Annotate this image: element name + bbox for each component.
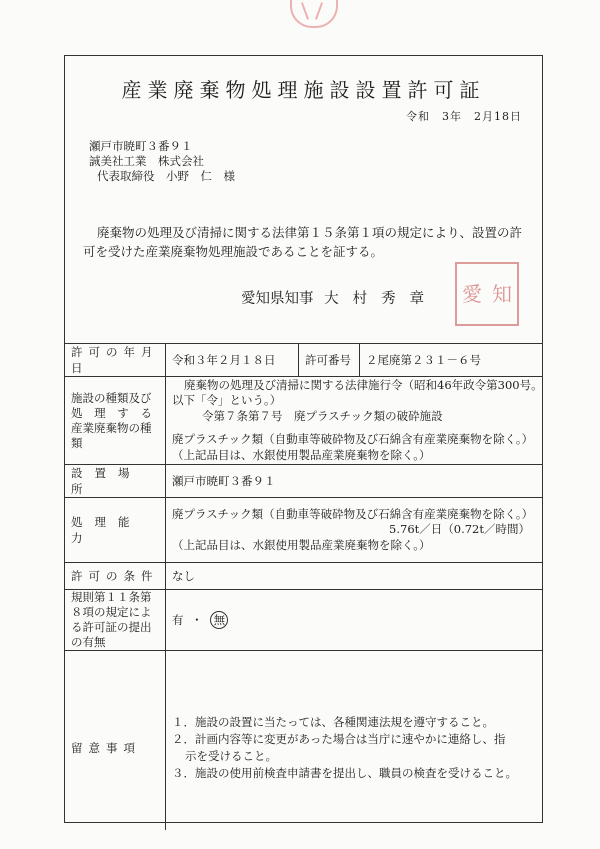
table-row [65,498,542,563]
document-title: 産業廃棄物処理施設設置許可証 [121,78,486,102]
issue-date: 令和 3年 2月18日 [406,110,522,123]
capacity-label: 処理能力 [65,498,166,563]
rule-label: 規則第１１条第８項の規定による許可証の提出の有無 [65,590,166,651]
notes-label: 留意事項 [65,651,166,831]
seal-char: 知 [492,282,512,306]
table-row [65,590,542,651]
permit-details-table [65,343,542,830]
location-value: 瀬戸市暁町３番９１ [166,465,543,498]
recipient-representative: 代表取締役 小野 仁 様 [97,169,235,183]
rule-yes: 有 [172,613,186,627]
issuer-office: 愛知県知事 [241,291,314,307]
certificate-frame [64,55,543,823]
permit-no-label: 許可番号 [299,344,360,377]
permit-date-value: 令和３年２月１８日 [166,344,299,377]
seal-char: 愛 [462,282,482,306]
official-seal [455,262,519,326]
table-row [65,563,542,590]
table-row [65,377,542,465]
facility-type-label: 施設の種類及び 処 理 す る 産業廃棄物の種類 [65,377,166,465]
recipient-company: 誠美社工業 株式会社 [89,154,204,168]
rule-separator: ・ [191,613,205,627]
rule-no-circled: 無 [210,611,228,629]
conditions-value: なし [166,563,543,590]
issuer-name: 大村秀章 [324,291,439,307]
location-label: 設置場所 [65,465,166,498]
issuer-signature [241,287,438,308]
receipt-stamp [290,0,338,28]
table-row [65,465,542,498]
permit-date-label: 許可の年月日 [65,344,166,377]
recipient-block [89,139,235,184]
table-row [65,651,542,831]
recipient-address: 瀬戸市暁町３番９１ [89,139,193,153]
rule-choices [166,590,543,651]
certification-statement: 廃棄物の処理及び清掃に関する法律第１５条第１項の規定により、設置の許可を受けた産業廃棄物処理施設であることを証する。 [83,225,523,259]
notes-value: １．施設の設置に当たっては、各種関連法規を遵守すること。 ２．計画内容等に変更があった場合は当庁に速やかに連絡し、指 示を受けること。 ３．施設の使用前検査申請書を提出し、職員の検査を受けること。 [166,651,543,831]
facility-type-value: 廃棄物の処理及び清掃に関する法律施行令（昭和46年政令第300号。 以下「令」という。） 令第７条第７号 廃プラスチック類の破砕施設 廃プラスチック類（自動車等破砕物及び石綿含有産業廃棄物を除く。） （上記品目は、水銀使用製品産業廃棄物を除く。） [166,377,543,465]
permit-no-value: ２尾廃第２３１－６号 [360,344,543,377]
capacity-value: 廃プラスチック類（自動車等破砕物及び石綿含有産業廃棄物を除く。） 5.76t／日（0.72t／時間） （上記品目は、水銀使用製品産業廃棄物を除く。） [166,498,543,563]
table-row [65,344,542,377]
conditions-label: 許可の条件 [65,563,166,590]
